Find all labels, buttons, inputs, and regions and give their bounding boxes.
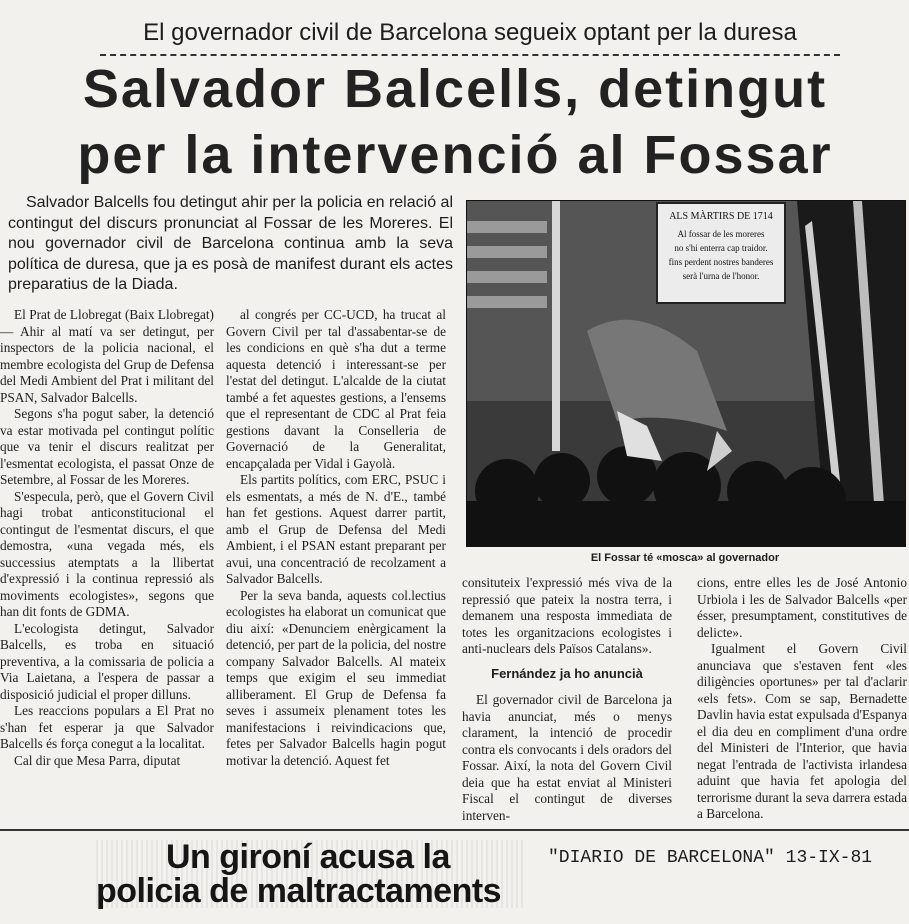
lede-paragraph: Salvador Balcells fou detingut ahir per la policia en relació al contingut del discurs pronunciat al Fossar de les Moreres. El nou governador civil de Barcelona continua amb la seva política de duresa, que ja es posà de manifest durant els actes preparatius de la Diada. <box>8 194 453 293</box>
body-column-2 <box>226 307 446 769</box>
body-paragraph: L'ecologista detingut, Salvador Balcells, es troba en situació preventiva, a la comissaria de policia a Via Laietana, a l'espera de passar a disposició judicial el proper dilluns. <box>0 620 214 702</box>
headline-line-2: per la intervenció al Fossar <box>77 125 833 185</box>
plaque-line: serà l'urna de l'honor. <box>682 271 760 281</box>
headline <box>20 56 890 188</box>
bottom-headline <box>96 840 526 908</box>
photo-illustration <box>467 201 905 546</box>
body-paragraph: consituteix l'expressió més viva de la repressió que pateix la nostra terra, i demanem una resposta immediata de totes les organitzacions ecologistes i anti-nuclears dels Països Catalans». <box>462 575 672 656</box>
kicker: El governador civil de Barcelona segueix optant per la duresa <box>100 16 840 56</box>
body-paragraph: Igualment el Govern Civil anunciava que s'estaven fent «les diligències oportunes» per tal d'aclarir «els fets». Com se sap, Bernadette Davlin havia estat expulsada d'Espanya el dia deu en compliment d'una ordre del Ministeri de l'Interior, que havia negat l'entrada de l'activista irlandesa aduint que havia fet apologia del terrorisme durant la seva darrera estada a Barcelona. <box>697 641 907 821</box>
body-paragraph: Les reaccions populars a El Prat no s'han fet esperar ja que Salvador Balcells és força conegut a la localitat. <box>0 703 214 751</box>
body-paragraph: cions, entre elles les de José Antonio Urbiola i les de Salvador Balcells «per ésser, presumptament, constitutives de delicte». <box>697 575 907 640</box>
news-photo <box>466 200 906 547</box>
body-paragraph: Segons s'ha pogut saber, la detenció va estar motivada pel contingut polític que va tenir el discurs realitzat per l'esmentat ecologista, el passat Onze de Setembre, al Fossar de les Moreres. <box>0 406 214 487</box>
body-column-1 <box>0 307 214 769</box>
body-column-4 <box>697 575 907 823</box>
body-paragraph: El governador civil de Barcelona ja havia anunciat, més o menys clarament, la intenció de procedir contra els convocants i dels oradors del Fossar. Així, la nota del Govern Civil deia que ha estat enviat al Ministeri Fiscal el contingut de diverses interven- <box>462 692 672 823</box>
section-subhead: Fernández ja ho anuncià <box>491 665 643 681</box>
source-citation: "DIARIO DE BARCELONA" 13-IX-81 <box>548 848 873 868</box>
section-divider <box>0 829 909 831</box>
body-paragraph: Els partits polítics, com ERC, PSUC i els esmentats, a més de N. d'E., també han fet gestions. Aquest darrer partit, amb el Grup de Defensa del Medi Ambient, i el PSAN estant preparant per avui, una concentració de recolzament a Salvador Balcells. <box>226 472 446 586</box>
body-paragraph: El Prat de Llobregat (Baix Llobregat) — Ahir al matí va ser detingut, per inspectors de la policia nacional, el membre ecologista del Grup de Defensa del Medi Ambient del Prat i militant del PSAN, Salvador Balcells. <box>0 307 214 405</box>
bottom-headline-line-1: Un gironí acusa la <box>166 838 450 876</box>
body-paragraph: Per la seva banda, aquests col.lectius ecologistes ha elaborat un comunicat que diu així: «Denunciem enèrgicament la detenció, per part de la policia, del nostre company Salvador Balcells. Al mateix temps que exigim el seu immediat alliberament. El Grup de Defensa fa seves i assumeix plenament totes les manifestacions i reivindicacions que, fetes per Salvador Balcells hagin pogut motivar la detenció. Aquest fet <box>226 587 446 768</box>
plaque-line: no s'hi enterra cap traidor. <box>674 243 768 253</box>
photo-caption: El Fossar té «mosca» al governador <box>590 552 780 564</box>
body-column-3 <box>462 575 672 824</box>
plaque-line: Al fossar de les moreres <box>677 229 765 239</box>
headline-line-1: Salvador Balcells, detingut <box>82 59 828 119</box>
bottom-headline-line-2: policia de maltractaments <box>96 872 502 910</box>
plaque-line: ALS MÀRTIRS DE 1714 <box>669 211 773 222</box>
body-paragraph: al congrés per CC-UCD, ha trucat al Govern Civil per tal d'assabentar-se de les condicions en què s'ha dut a terme aquesta detenció i interessant-se per l'estat del detingut. L'alcalde de la ciutat també a fet aquestes gestions, a l'ensems que el representant de CDC al Prat feia gestions davant la Conselleria de Governació de la Generalitat, encapçalada per Vidal i Gayolà. <box>226 307 446 471</box>
plaque-line: fins perdent nostres banderes <box>668 257 774 267</box>
body-paragraph: Cal dir que Mesa Parra, diputat <box>14 752 181 768</box>
body-paragraph: S'especula, però, que el Govern Civil hagi trobat anticonstitucional el contingut de l'esmentat discurs, el que demostra, «una vegada més, els successius atemptats a la llibertat d'expressió i la continua repressió als moviments ecologistes», segons que han dit fonts de GDMA. <box>0 488 214 619</box>
